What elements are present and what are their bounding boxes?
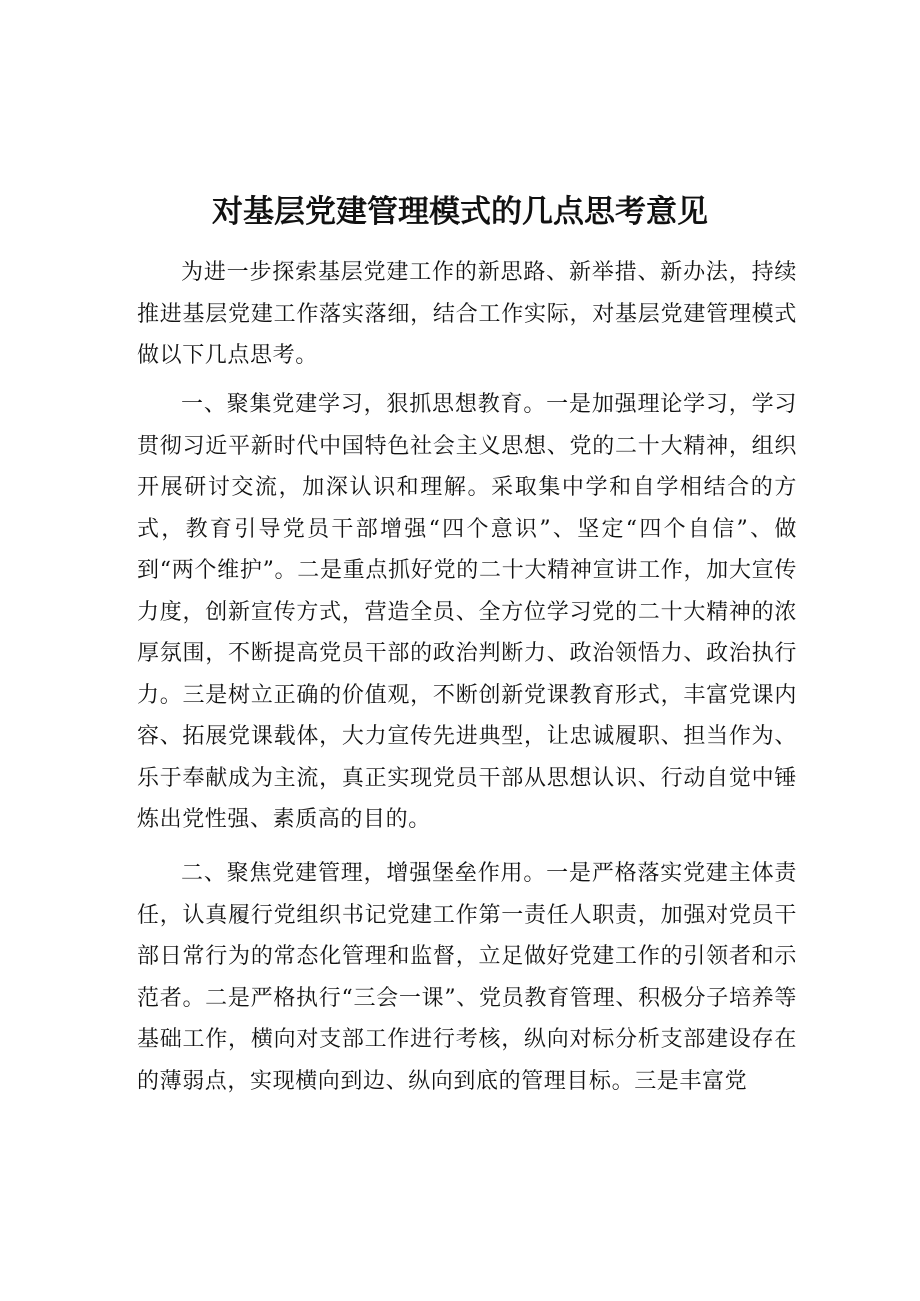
section-1-paragraph: 一、聚集党建学习，狠抓思想教育。一是加强理论学习，学习贯彻习近平新时代中国特色社会主义思想、党的二十大精神，组织开展研讨交流，加深认识和理解。采取集中学和自学相结合的方式，教育引导党员干部增强“四个意识”、坚定“四个自信”、做到“两个维护”。二是重点抓好党的二十大精神宣讲工作，加大宣传力度，创新宣传方式，营造全员、全方位学习党的二十大精神的浓厚氛围，不断提高党员干部的政治判断力、政治领悟力、政治执行力。三是树立正确的价值观，不断创新党课教育形式，丰富党课内容、拓展党课载体，大力宣传先进典型，让忠诚履职、担当作为、乐于奉献成为主流，真正实现党员干部从思想认识、行动自觉中锤炼出党性强、素质高的目的。 [137,392,797,832]
document-title: 对基层党建管理模式的几点思考意见 [212,194,708,230]
intro-paragraph: 为进一步探索基层党建工作的新思路、新举措、新办法，持续推进基层党建工作落实落细，结合工作实际，对基层党建管理模式做以下几点思考。 [137,260,797,368]
section-2-paragraph: 二、聚焦党建管理，增强堡垒作用。一是严格落实党建主体责任，认真履行党组织书记党建工作第一责任人职责，加强对党员干部日常行为的常态化管理和监督，立足做好党建工作的引领者和示范者。二是严格执行“三会一课”、党员教育管理、积极分子培养等基础工作，横向对支部工作进行考核，纵向对标分析支部建设存在的薄弱点，实现横向到边、纵向到底的管理目标。三是丰富党 [137,861,797,1094]
